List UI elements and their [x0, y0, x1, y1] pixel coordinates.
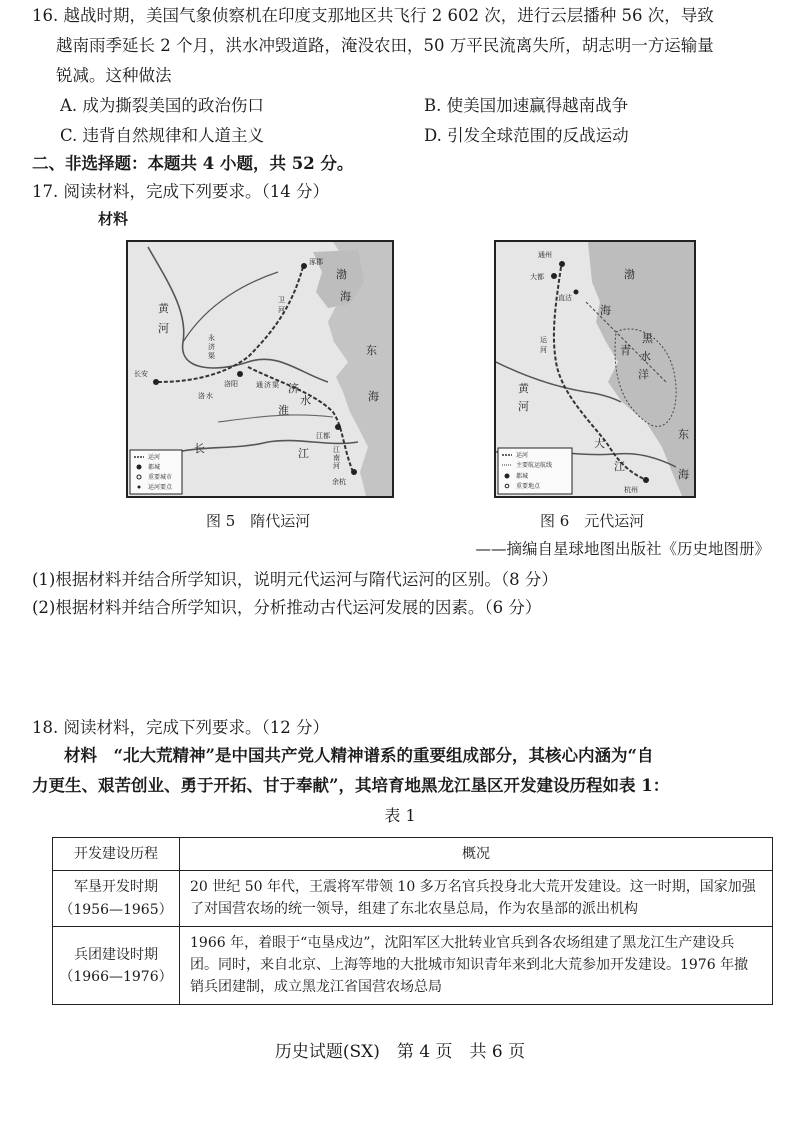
- map6-label-hei: 黑: [642, 332, 653, 345]
- map6-label-yang: 洋: [638, 368, 649, 381]
- map6-city-tongzhou: 通州: [538, 251, 552, 259]
- map5-label-jiang: 江: [298, 447, 309, 460]
- map5-label-hai1: 海: [340, 290, 351, 303]
- table-cell-period: [53, 871, 180, 927]
- map5-label-jn3: 河: [333, 462, 340, 470]
- map6-legend-2: 主要航运航线: [516, 462, 553, 469]
- map5-label-yong: 永: [208, 334, 215, 342]
- map6-label-bo: 渤: [624, 268, 635, 281]
- map6-label-shui: 水: [640, 350, 651, 363]
- map5-city-changan: 长安: [134, 370, 148, 378]
- map6-label-qing: 青: [620, 344, 631, 357]
- map6-legend-1: 运河: [516, 452, 529, 459]
- table-row: [53, 927, 773, 1005]
- map5-city-zhuojun: 涿郡: [309, 258, 323, 266]
- q17-sub-2: (2)根据材料并结合所学知识，分析推动古代运河发展的因素。（6 分）: [32, 598, 542, 617]
- map6-city-hangzhou: 杭州: [624, 486, 638, 494]
- table-row: [53, 871, 773, 927]
- q16-option-b: B. 使美国加速赢得越南战争: [424, 96, 629, 115]
- q16-option-c: C. 违背自然规律和人道主义: [60, 126, 265, 145]
- q17-sub-1: (1)根据材料并结合所学知识，说明元代运河与隋代运河的区别。（8 分）: [32, 570, 558, 589]
- map5-label-luo-shui: 水: [206, 392, 213, 400]
- figure-5-caption: 图 5 隋代运河: [206, 512, 311, 530]
- map5-city-jiangdu: 江都: [316, 432, 330, 440]
- map5-legend-1: 运河: [148, 454, 161, 461]
- map6-city-dadu: 大都: [530, 273, 544, 281]
- page-footer: 历史试题(SX) 第 4 页 共 6 页: [274, 1042, 526, 1062]
- row-1-desc: 20 世纪 50 年代，王震将军带领 10 多万名官兵投身北大荒开发建设。这一时期，国家加强了对国营农场的统一领导，组建了东北农垦总局，作为农垦部的派出机构: [180, 871, 773, 927]
- map5-label-hai2: 海: [368, 390, 379, 403]
- table-header-period: 开发建设历程: [53, 838, 180, 871]
- map5-legend-2: 都城: [148, 464, 161, 471]
- map5-label-qu2: 渠: [272, 381, 279, 389]
- map5-legend-4: 运河要点: [148, 484, 173, 491]
- map5-label-he: 河: [158, 322, 169, 335]
- table-header-desc: 概况: [180, 838, 773, 871]
- q16-line-3: 锐减。这种做法: [56, 66, 172, 85]
- map5-label-jn1: 江: [333, 446, 340, 454]
- map5-label-yongji: 济: [208, 343, 215, 351]
- table-cell-period: [53, 927, 180, 1005]
- map6-label-yun: 运: [540, 336, 547, 344]
- map5-label-chang: 长: [194, 442, 205, 455]
- map6-label-he: 河: [518, 400, 529, 413]
- q18-material-line-2: 力更生、艰苦创业、勇于开拓、甘于奉献”，其培育地黑龙江垦区开发建设历程如表 1：: [32, 776, 670, 795]
- map5-label-tong: 通: [256, 381, 263, 389]
- q16-option-a: A. 成为撕裂美国的政治伤口: [60, 96, 264, 115]
- row-1-period: 军垦开发时期: [74, 879, 158, 896]
- map5-label-huai: 淮: [278, 404, 289, 417]
- map5-label-qu1: 渠: [208, 352, 215, 360]
- q18-material-line-1: 材料 “北大荒精神”是中国共产党人精神谱系的重要组成部分，其核心内涵为“自: [64, 746, 654, 765]
- map6-legend-3: 都城: [516, 473, 529, 480]
- map5-label-wei: 卫: [278, 296, 285, 304]
- table-1: [52, 837, 773, 1005]
- map5-label-ji: 济: [288, 382, 299, 395]
- map6-legend-4: 重要地点: [516, 483, 541, 490]
- map6-label-dong: 东: [678, 428, 689, 441]
- map5-label-jn2: 南: [333, 454, 340, 462]
- map6-city-zhigu: 直沽: [558, 294, 572, 302]
- row-2-period: 兵团建设时期: [74, 946, 158, 963]
- map5-label-dong: 东: [366, 344, 377, 357]
- row-2-years: （1966—1976）: [59, 968, 173, 985]
- map6-label-huang: 黄: [518, 382, 529, 395]
- table-1-title: 表 1: [384, 806, 416, 825]
- q16-line-1: 16. 越战时期，美国气象侦察机在印度支那地区共飞行 2 602 次，进行云层播种 56 次，导致: [32, 6, 714, 25]
- q18-stem: 18. 阅读材料，完成下列要求。（12 分）: [32, 718, 329, 737]
- map5-legend-3: 重要城市: [148, 474, 173, 481]
- map6-label-hai1: 海: [600, 304, 611, 317]
- map6-label-da: 大: [594, 437, 605, 450]
- map6-label-jiang: 江: [614, 460, 625, 473]
- map5-label-huang: 黄: [158, 302, 169, 315]
- map-source: ——摘编自星球地图出版社《历史地图册》: [475, 540, 770, 558]
- figure-5-map: [126, 240, 394, 498]
- map5-label-tongji: 济: [264, 381, 271, 389]
- q16-option-d: D. 引发全球范围的反战运动: [424, 126, 629, 145]
- figure-6-caption: 图 6 元代运河: [540, 512, 645, 530]
- figure-6-map: [494, 240, 696, 498]
- q17-stem: 17. 阅读材料，完成下列要求。（14 分）: [32, 182, 329, 201]
- section-2-heading: 二、非选择题：本题共 4 小题，共 52 分。: [32, 154, 354, 173]
- q17-material-label: 材料: [98, 210, 129, 228]
- map5-city-yuhang: 余杭: [332, 478, 346, 486]
- map5-city-luoyang: 洛阳: [224, 380, 238, 388]
- q16-line-2: 越南雨季延长 2 个月，洪水冲毁道路，淹没农田，50 万平民流离失所，胡志明一方运输量: [56, 36, 714, 55]
- map5-label-luo: 洛: [198, 392, 205, 400]
- map5-label-wei-he: 河: [278, 306, 285, 314]
- map6-label-hai2: 海: [678, 468, 689, 481]
- map5-label-bo: 渤: [336, 268, 347, 281]
- row-2-desc: 1966 年，着眼于“屯垦戍边”，沈阳军区大批转业官兵到各农场组建了黑龙江生产建设兵团。同时，来自北京、上海等地的大批城市知识青年来到北大荒参加开发建设。1976 年撤销兵团建制，成立黑龙江省国营农场总局: [180, 927, 773, 1005]
- row-1-years: （1956—1965）: [59, 901, 173, 918]
- map5-label-shui: 水: [300, 394, 311, 407]
- map6-label-yunhe: 河: [540, 346, 547, 354]
- table-header-row: [53, 838, 773, 871]
